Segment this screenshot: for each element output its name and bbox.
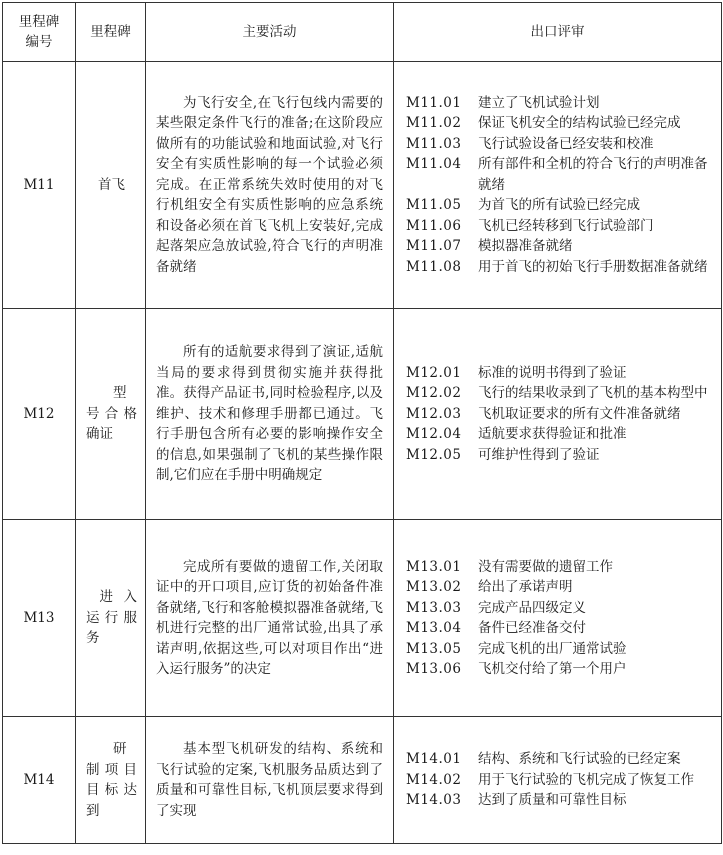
review-item: M11.06 飞机已经转移到飞行试验部门 bbox=[406, 217, 654, 234]
review-item: M12.04 适航要求获得验证和批准 bbox=[406, 426, 627, 443]
milestone-id: M12 bbox=[3, 309, 76, 520]
milestone-name: 研制项目目标达到 bbox=[76, 717, 146, 844]
milestone-activity: 所有的适航要求得到了演证,适航当局的要求得到贯彻实施并获得批准。获得产品证书,同时检验程序,以及维护、技术和修理手册都已通过。飞行手册包含所有必要的影响操作安全的信息,如果强制了飞机的某些操作限制,它们应在手册中明确规定 bbox=[146, 309, 394, 520]
review-item: M13.05 完成飞机的出厂通常试验 bbox=[406, 640, 627, 657]
exit-review-list bbox=[394, 309, 722, 520]
review-item: M13.01 没有需要做的遗留工作 bbox=[406, 558, 613, 575]
review-item: M11.07 模拟器准备就绪 bbox=[406, 238, 573, 255]
exit-review-list bbox=[394, 62, 722, 309]
header-exit-review: 出口评审 bbox=[394, 3, 722, 62]
header-row bbox=[3, 3, 722, 62]
review-item: M11.05 为首飞的所有试验已经完成 bbox=[406, 197, 640, 214]
review-item: M11.08 用于首飞的初始飞行手册数据准备就绪 bbox=[406, 258, 708, 275]
review-item: M14.02 用于飞行试验的飞机完成了恢复工作 bbox=[406, 771, 694, 788]
review-item: M11.03 飞行试验设备已经安装和校准 bbox=[406, 135, 654, 152]
review-item: M13.04 备件已经准备交付 bbox=[406, 620, 586, 636]
milestone-activity: 为飞行安全,在飞行包线内需要的某些限定条件飞行的准备;在这阶段应做所有的功能试验和地面试验,对飞行安全有实质性影响的每一个试验必须完成。在正常系统失效时使用的对飞行机组安全有实质性影响的应急系统和设备必须在首飞飞机上安装好,完成起落架应急放试验,符合飞行的声明准备就绪 bbox=[146, 62, 394, 309]
review-item: M12.03 飞机取证要求的所有文件准备就绪 bbox=[406, 405, 681, 422]
milestone-id: M13 bbox=[3, 520, 76, 717]
milestone-table bbox=[2, 2, 722, 844]
header-activities: 主要活动 bbox=[146, 3, 394, 62]
milestone-name: 进入运行服务 bbox=[76, 520, 146, 717]
milestone-id: M14 bbox=[3, 717, 76, 844]
table-row bbox=[3, 309, 722, 520]
table-row bbox=[3, 717, 722, 844]
review-item: M11.01 建立了飞机试验计划 bbox=[406, 94, 600, 111]
header-milestone: 里程碑 bbox=[76, 3, 146, 62]
review-item: M13.03 完成产品四级定义 bbox=[406, 599, 586, 616]
milestone-name: 首飞 bbox=[76, 62, 146, 309]
milestone-id: M11 bbox=[3, 62, 76, 309]
milestone-name: 型号合格确证 bbox=[76, 309, 146, 520]
review-item: M12.01 标准的说明书得到了验证 bbox=[406, 364, 627, 381]
review-item: M14.01 结构、系统和飞行试验的已经定案 bbox=[406, 751, 681, 768]
header-milestone-id: 里程碑编号 bbox=[3, 3, 76, 62]
review-item: M12.02 飞行的结果收录到了飞机的基本构型中 bbox=[406, 385, 708, 402]
milestone-activity: 基本型飞机研发的结构、系统和飞行试验的定案,飞机服务品质达到了质量和可靠性目标,飞机顶层要求得到了实现 bbox=[146, 717, 394, 844]
review-item: M11.02 保证飞机安全的结构试验已经完成 bbox=[406, 115, 681, 132]
review-item: M13.06 飞机交付给了第一个用户 bbox=[406, 661, 627, 677]
review-item: M12.05 可维护性得到了验证 bbox=[406, 446, 600, 463]
exit-review-list bbox=[394, 520, 722, 717]
table-row bbox=[3, 62, 722, 309]
review-item: M13.02 给出了承诺声明 bbox=[406, 579, 573, 595]
review-item: M11.04 所有部件和全机的符合飞行的声明准备就绪 bbox=[406, 156, 708, 193]
review-item: M14.03 达到了质量和可靠性目标 bbox=[406, 792, 627, 809]
table-row bbox=[3, 520, 722, 717]
milestone-activity: 完成所有要做的遗留工作,关闭取证中的开口项目,应订货的初始备件准备就绪,飞行和客舱模拟器准备就绪,飞机进行完整的出厂通常试验,出具了承诺声明,依据这些,可以对项目作出“进入运行服务”的决定 bbox=[146, 520, 394, 717]
exit-review-list bbox=[394, 717, 722, 844]
